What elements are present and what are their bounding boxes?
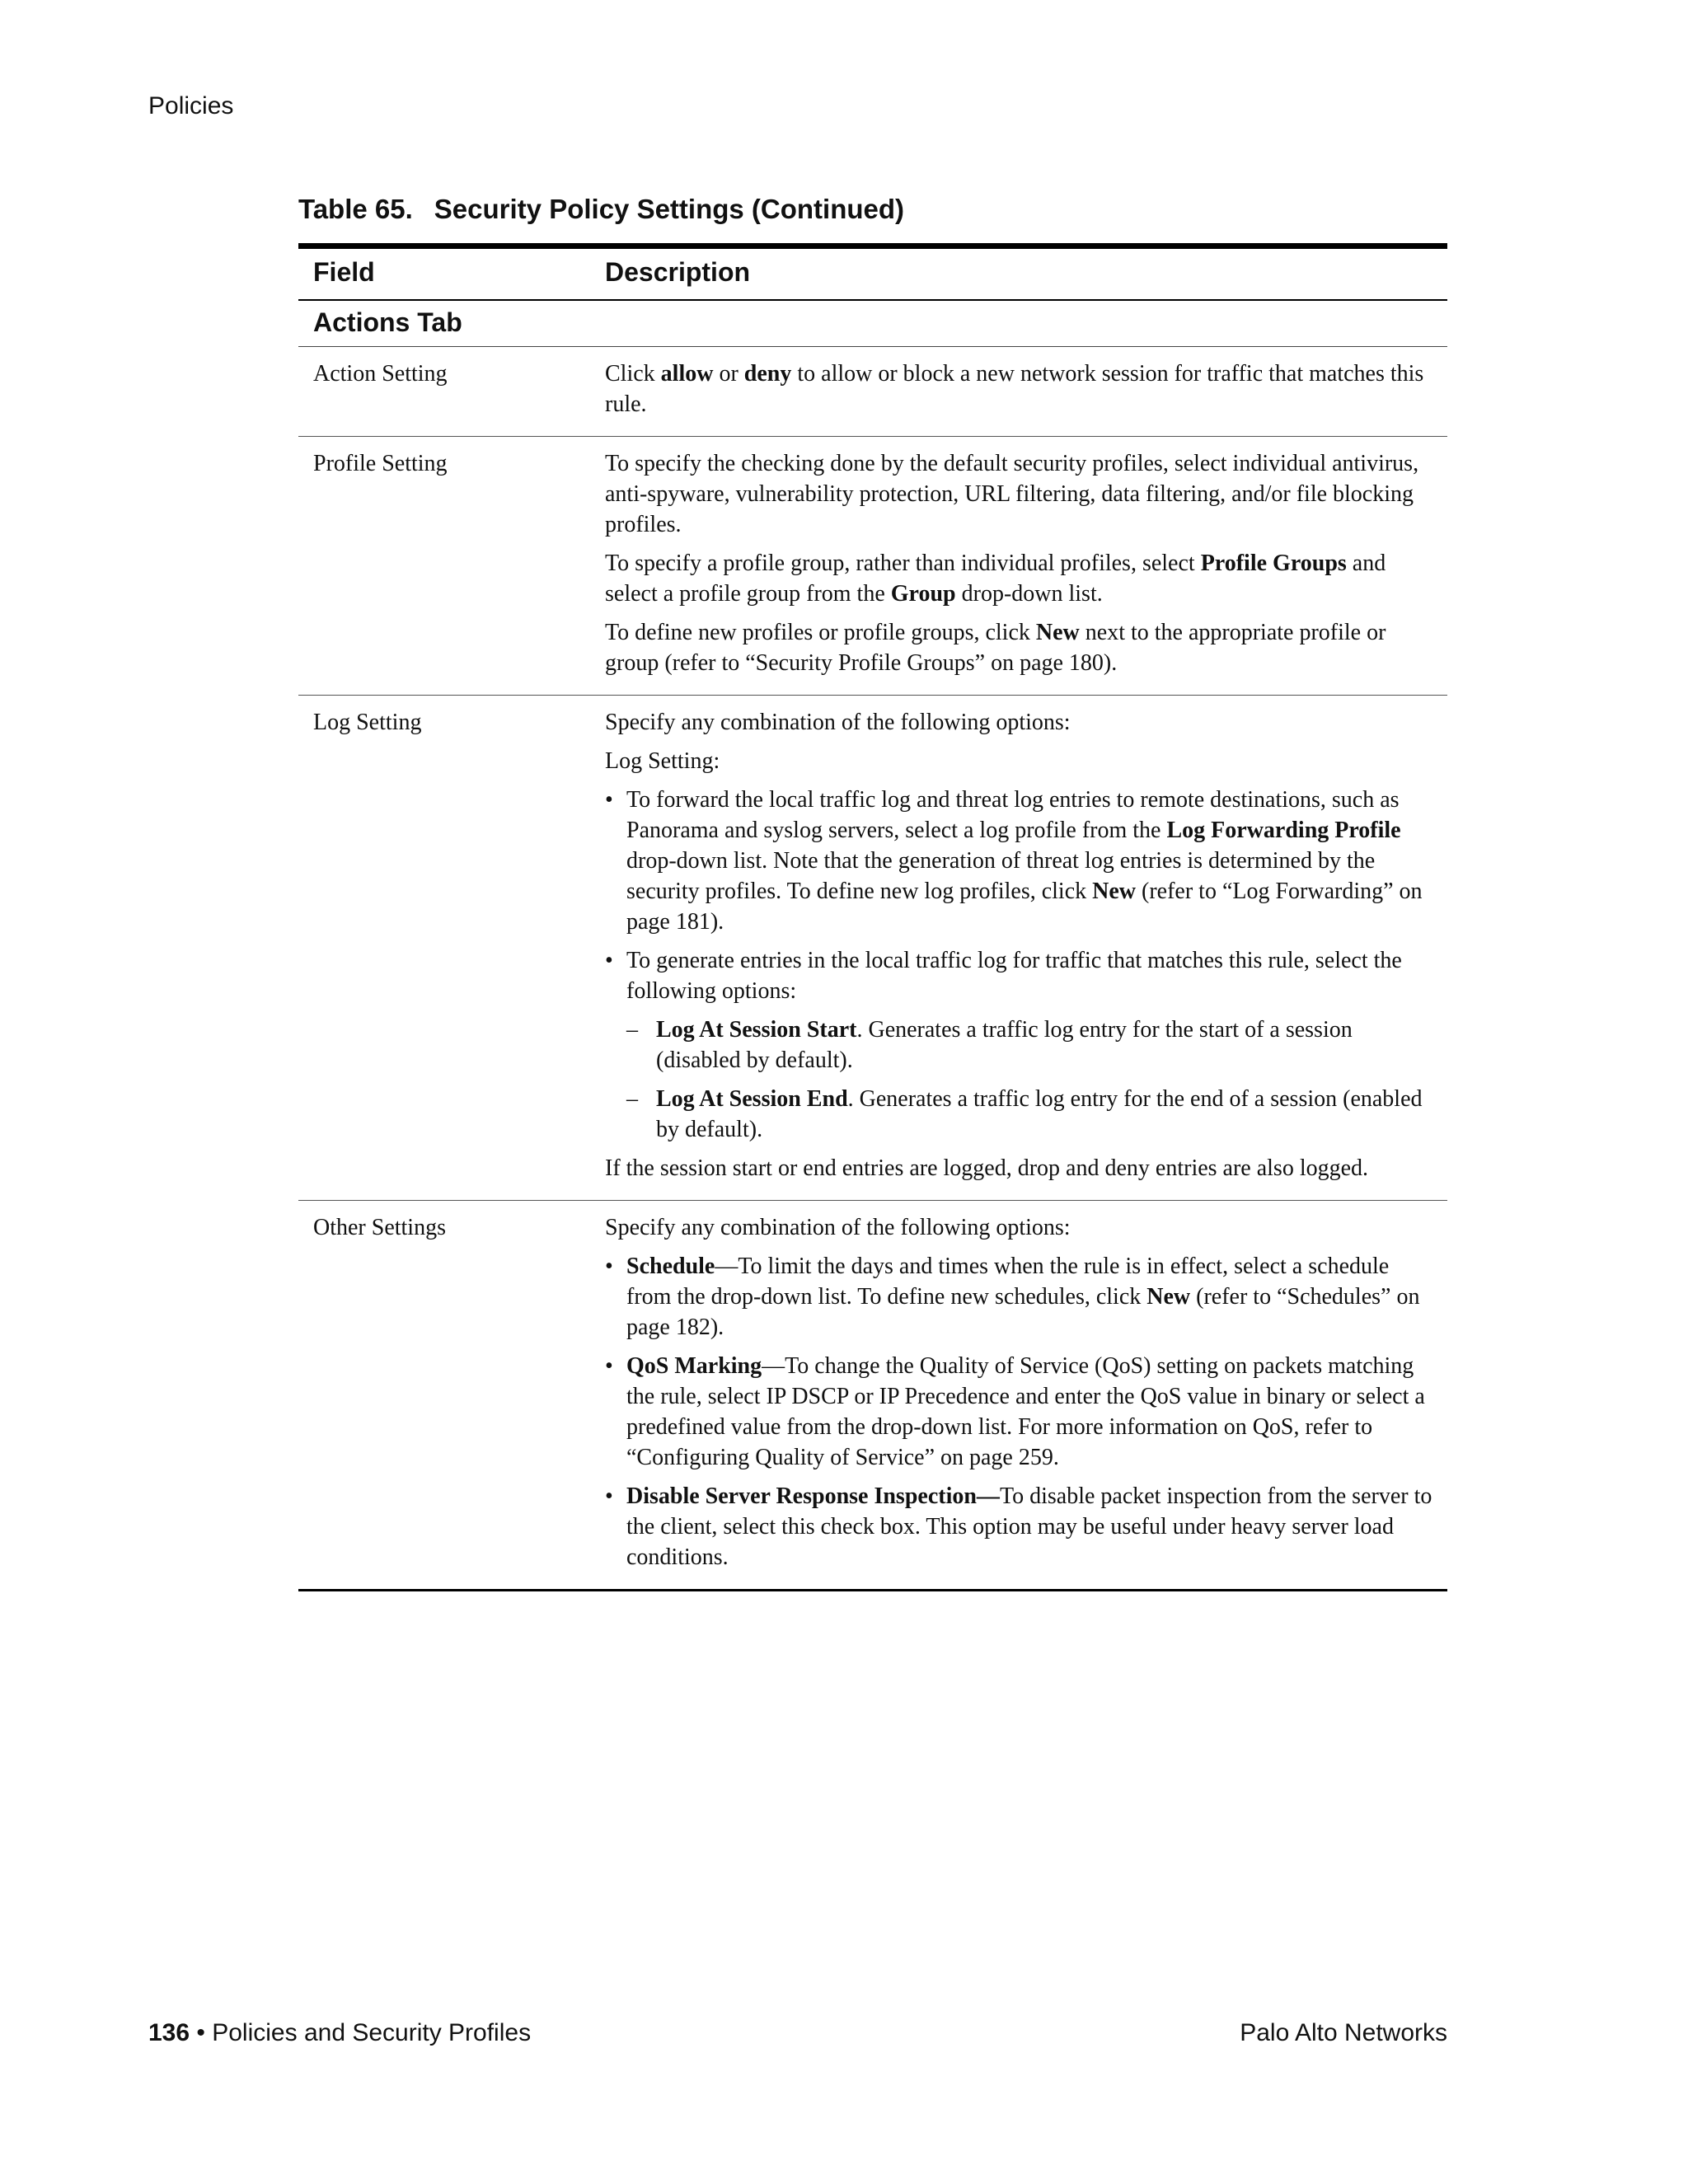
bullet-list [605, 785, 1432, 1145]
paragraph: Specify any combination of the following options: [605, 710, 1071, 735]
paragraph: To define new profiles or profile groups, click New next to the appropriate profile or group (refer to “Security Profile Groups” on page 180). [605, 620, 1386, 676]
table-title: Security Policy Settings (Continued) [434, 194, 905, 224]
list-item: • To forward the local traffic log and threat log entries to remote destinations, such as Panorama and syslog servers, select a log profile from the Log Forwarding Profile drop-down list. Note that the generation of threat log entries is determined by the security profiles. To define new log profiles, click New (refer to “Log Forwarding” on page 181). [605, 785, 1432, 937]
list-item: • Schedule—To limit the days and times when the rule is in effect, select a schedule from the drop-down list. To define new schedules, click New (refer to “Schedules” on page 182). [605, 1251, 1432, 1343]
table-row-profile-setting [298, 437, 1447, 696]
description-action-setting [590, 347, 1447, 437]
running-head: Policies [148, 92, 234, 120]
description-other-settings [590, 1201, 1447, 1591]
field-log-setting: Log Setting [298, 696, 590, 1201]
paragraph: Click allow or deny to allow or block a new network session for traffic that matches this rule. [605, 361, 1424, 417]
field-profile-setting: Profile Setting [298, 437, 590, 696]
list-item: – Log At Session Start. Generates a traffic log entry for the start of a session (disabled by default). [626, 1015, 1432, 1076]
list-item: • Disable Server Response Inspection—To disable packet inspection from the server to the client, select this check box. This option may be useful under heavy server load conditions. [605, 1481, 1432, 1572]
dash-list [626, 1015, 1432, 1145]
table-number: Table 65. [298, 194, 413, 224]
column-header-description: Description [590, 246, 1447, 301]
field-action-setting: Action Setting [298, 347, 590, 437]
paragraph: Specify any combination of the following options: [605, 1215, 1071, 1240]
paragraph: If the session start or end entries are logged, drop and deny entries are also logged. [605, 1155, 1369, 1181]
section-title: Actions Tab [298, 300, 1447, 347]
section-row-actions-tab [298, 300, 1447, 347]
description-log-setting [590, 696, 1447, 1201]
list-item: – Log At Session End. Generates a traffic log entry for the end of a session (enabled by default). [626, 1084, 1432, 1145]
list-item: • QoS Marking—To change the Quality of Service (QoS) setting on packets matching the rule, select IP DSCP or IP Precedence and enter the QoS value in binary or select a predefined value from the drop-down list. For more information on QoS, refer to “Configuring Quality of Service” on page 259. [605, 1351, 1432, 1473]
paragraph: Log Setting: [605, 748, 720, 774]
field-other-settings: Other Settings [298, 1201, 590, 1591]
list-item: • To generate entries in the local traffic log for traffic that matches this rule, select the following options: – Log At Session Start. Generates a traffic log entry for the start of a session (disabled by default). – Log At Session End. Generates a traffic log entry for the end of a session (enabled by default). [605, 945, 1432, 1145]
footer-left [148, 2019, 531, 2047]
bullet-list [605, 1251, 1432, 1572]
description-profile-setting [590, 437, 1447, 696]
paragraph: To specify the checking done by the default security profiles, select individual antivirus, anti-spyware, vulnerability protection, URL filtering, data filtering, and/or file blocking profiles. [605, 451, 1419, 537]
table-header-row [298, 246, 1447, 301]
table-caption [298, 194, 1447, 225]
table-row-other-settings [298, 1201, 1447, 1591]
security-policy-table-block [298, 194, 1447, 1591]
column-header-field: Field [298, 246, 590, 301]
footer-section: • Policies and Security Profiles [190, 2019, 532, 2046]
page-number: 136 [148, 2019, 190, 2046]
paragraph: To specify a profile group, rather than individual profiles, select Profile Groups and select a profile group from the Group drop-down list. [605, 551, 1386, 607]
table-row-action-setting [298, 347, 1447, 437]
table-row-log-setting [298, 696, 1447, 1201]
footer-company: Palo Alto Networks [1240, 2019, 1447, 2046]
settings-table [298, 243, 1447, 1591]
